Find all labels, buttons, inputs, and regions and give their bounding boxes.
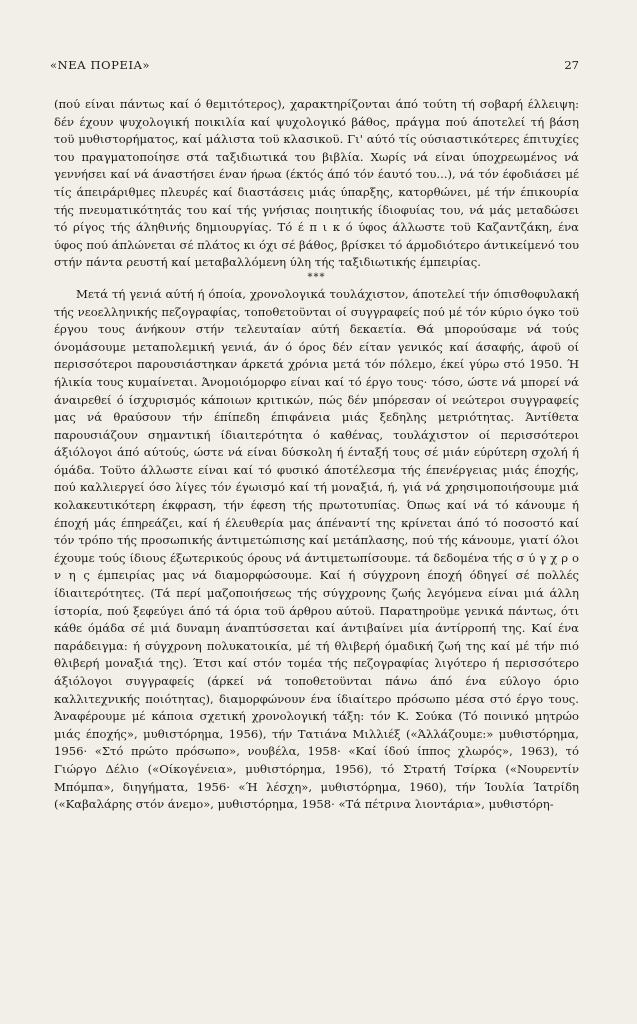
paragraph-continuation: (πού είναι πάντως καί ό θεμιτότερος), χαρακτηρίζονται άπό τούτη τή σοβαρή έλλειψη: δέν έχουν ψυχολογική ποικιλία καί ψυχολογικό βάθος, πράγμα πού άποτελεί τή βάση τοϋ μυθιστορήματος, καί μάλιστα τοϋ κλασικοϋ. Γι' αύτό τίς ούσιαστικότερες έπιτυχίες του πραγματοποίησε στά ταξιδιωτικά του βιβλία. Χωρίς νά είναι ύποχρεωμένος νά γεννήσει καί νά άναστήσει έναν ήρωα (έκτός άπό τόν έαυτό του...), νά τόν έφοδιάσει μέ τίς άπειράριθμες πλευρές καί διαστάσεις μιάς ύπαρξης, κατορθώνει, μέ τήν έπικουρία τής πνευματικότητάς του καί τής γνήσιας ποιητικής ίδιοφυίας του, νά μάς μεταδώσει τό ρίγος τής άληθινής δημιουργίας. Τό έ π ι κ ό ύφος άλλωστε τοϋ Καζαντζάκη, ένα ύφος πού άπλώνεται σέ πλάτος κι όχι σέ βάθος, βρίσκει τό άρμοδιότερο άντικείμενό του στήν πάντα ρευστή καί μεταβαλλόμενη ύλη τής ταξιδιωτικής έμπειρίας. [54, 97, 579, 270]
running-header [50, 58, 579, 74]
section-separator: *** [307, 271, 326, 283]
running-title: «ΝΕΑ ΠΟΡΕΙΑ» [50, 58, 151, 72]
page-number: 27 [564, 58, 579, 72]
article-body [54, 96, 579, 814]
paragraph-new-section: Μετά τή γενιά αύτή ή όποία, χρονολογικά τουλάχιστον, άποτελεί τήν όπισθοφυλακή τής νεοελληνικής πεζογραφίας, τοποθετοϋνται οί συγγραφείς πού μέ τόν κύριο όγκο τοϋ έργου τους άνήκουν στήν τελευταίαν αύτή δεκαετία. Θά μπορούσαμε νά τούς όνομάσουμε μεταπολεμική γενιά, άν ό όρος δέν είταν γενικός καί άσαφής, άφοϋ οί περισσότεροι παρουσιάστηκαν άρκετά χρόνια μετά τόν πόλεμο, έκεί γύρω στό 1950. Ή ήλικία τους κυμαίνεται. Άνομοιόμορφο είναι καί τό έργο τους· τόσο, ώστε νά μπορεί νά άναιρεθεί ό ίσχυρισμός κάποιων κριτικών, πώς δέν μπόρεσαν οί νεώτεροι συγγραφείς μας νά θραύσουν τήν έπίπεδη έπιφάνεια μιάς ξεδηλης μετριότητας. Άντίθετα παρουσιάζουν σημαντική ίδιαιτερότητα ό καθένας, τουλάχιστον οί περισσότεροι άξιόλογοι άπό αύτούς, ώστε νά είναι δύσκολη ή ένταξή τους σέ μιάν εύρύτερη σχολή ή όμάδα. Τοϋτο άλλωστε είναι καί τό φυσικό άποτέλεσμα τής έπενέργειας μιάς έποχής, πού καλλιεργεί όσο λίγες τόν έγωισμό καί τή μοναξιά, ή, γιά νά χρησιμοποιήσουμε μιά κολακευτικότερη έκφραση, τήν έφεση τής πρωτοτυπίας. Όπως καί νά τό κάνουμε ή έποχή μάς έπηρεάζει, καί ή έλευθερία μας άπέναντί της κρίνεται άπό τό ποσοστό καί τόν τρόπο τής προσωπικής άντιμετώπισης καί μετάπλασης, πού τής κάνουμε, γιατί όλοι έχουμε τούς ίδιους έξωτερικούς όρους νά άντιμετωπίσουμε. τά δεδομένα τής σ ύ γ χ ρ ο ν η ς έμπειρίας μας νά διαμορφώσουμε. Καί ή σύγχρονη έποχή όδηγεί σέ πολλές ίδιαιτερότητες. (Τά περί μαζοποιήσεως τής σύγχρονης ζωής λεγόμενα είναι μιά άλλη ίστορία, πού ξεφεύγει άπό τά όρια τοϋ άρθρου αύτοϋ. Παρατηροϋμε γενικά πάντως, ότι κάθε όμάδα σέ μιά δυναμη άναπτύσσεται καί άντιβαίνει μία άντίρροπή της. Καί ένα παράδειγμα: ή σύγχρονη πολυκατοικία, μέ τή θλιβερή όμαδική ζωή της καί μέ τήν πιό θλιβερή μοναξιά της). Έτσι καί στόν τομέα τής πεζογραφίας λιγότερο ή περισσότερο άξιόλογοι συγγραφείς (άρκεί νά τοποθετοϋνται πάνω άπό ένα εύλογο όριο καλλιτεχνικής ποιότητας), διαμορφώνουν ένα ίδιαίτερο πρόσωπο μέσα στό έργο τους. Άναφέρουμε μέ κάποια σχετική χρονολογική τάξη: τόν Κ. Σούκα (Τό ποινικό μητρώο μιάς έποχής», μυθιστόρημα, 1956), τήν Τατιάνα Μιλλιέξ («Άλλάζουμε:» μυθιστόρημα, 1956· «Στό πρώτο πρόσωπο», νουβέλα, 1958· «Καί ίδού ίππος χλωρός», 1963), τό Γιώργο Δέλιο («Οίκογένεια», μυθιστόρημα, 1956), τό Στρατή Τσίρκα («Νουρεντίν Μπόμπα», διηγήματα, 1956· «Ή λέσχη», μυθιστόρημα, 1960), τήν Ίουλία Ίατρίδη («Καβαλάρης στόν άνεμο», μυθιστόρημα, 1958· «Τά πέτρινα λιοντάρια», μυθιστόρη- [54, 286, 579, 812]
